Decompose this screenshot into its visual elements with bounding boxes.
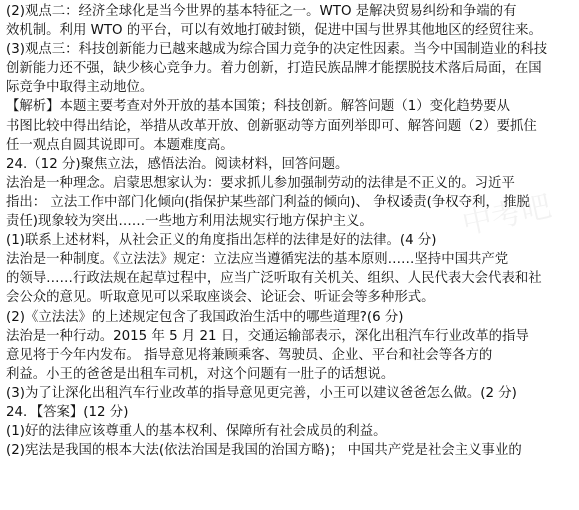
- watermark: 中考吧: [459, 188, 555, 242]
- text-line: (3)观点三：科技创新能力已越来越成为综合国力竞争的决定性因素。当今中国制造业的科技: [6, 42, 548, 58]
- analysis-line: 任一观点自圆其说即可。本题难度高。: [6, 137, 234, 153]
- sub-question: (1)联系上述材料，从社会正义的角度指出怎样的法律是好的法律。(4 分): [6, 233, 437, 249]
- text-line: 意见将于今年内发布。 指导意见将兼顾乘客、驾驶员、企业、平台和社会等各方的: [6, 347, 493, 363]
- text-line: 法治是一种行动。2015 年 5 月 21 日，交通运输部表示，深化出租汽车行业改革的指导: [6, 328, 529, 344]
- analysis-line: 书图比较中得出结论，举措从改革开放、创新驱动等方面列举即可、解答问题（2）要抓住: [6, 118, 537, 134]
- text-line: 会公众的意见。听取意见可以采取座谈会、论证会、听证会等多种形式。: [6, 290, 435, 306]
- text-line: 指出： 立法工作中部门化倾向(指保护某些部门利益的倾向)、 争权诿责(争权夺利， 推脱: [6, 194, 530, 210]
- answer-line: (1)好的法律应该尊重人的基本权利、保障所有社会成员的利益。: [6, 424, 387, 440]
- analysis-line: 【解析】本题主要考查对外开放的基本国策；科技创新。解答问题（1）变化趋势要从: [6, 99, 510, 115]
- text-line: 责任)现象较为突出……一些地方利用法规实行地方保护主义。: [6, 214, 373, 230]
- text-line: 利益。小王的爸爸是出租车司机，对这个问题有一肚子的话想说。: [6, 366, 395, 382]
- question-heading: 24.（12 分)聚焦立法，感悟法治。阅读材料，回答问题。: [6, 156, 349, 172]
- text-line: 法治是一种理念。启蒙思想家认为：要求抓儿参加强制劳动的法律是不正义的。习近平: [6, 175, 515, 191]
- text-line: 创新能力还不强，缺少核心竞争力。着力创新，打造民族品牌才能摆脱技术落后局面，在国: [6, 61, 542, 77]
- text-line: 的领导……行政法规在起草过程中，应当广泛听取有关机关、组织、人民代表大会代表和社: [6, 271, 542, 287]
- answer-heading: 24．【答案】(12 分): [6, 404, 129, 420]
- sub-question: (2)《立法法》的上述规定包含了我国政治生活中的哪些道理?(6 分): [6, 309, 404, 325]
- sub-question: (3)为了让深化出租汽车行业改革的指导意见更完善，小王可以建议爸爸怎么做。(2 分): [6, 385, 517, 401]
- text-line: 法治是一种制度。《立法法》规定：立法应当遵循宪法的基本原则……坚持中国共产党: [6, 252, 509, 268]
- text-line: (2)观点二：经济全球化是当今世界的基本特征之一。WTO 是解决贸易纠纷和争端的有: [6, 4, 517, 19]
- text-line: 效机制。利用 WTO 的平台，可以有效地打破封锁，促进中国与世界其他地区的经贸往来。: [6, 23, 542, 39]
- document-body: [6, 2, 573, 460]
- answer-line: (2)宪法是我国的根本大法(依法治国是我国的治国方略)； 中国共产党是社会主义事业的: [6, 443, 522, 459]
- text-line: 际竞争中取得主动地位。: [6, 80, 154, 96]
